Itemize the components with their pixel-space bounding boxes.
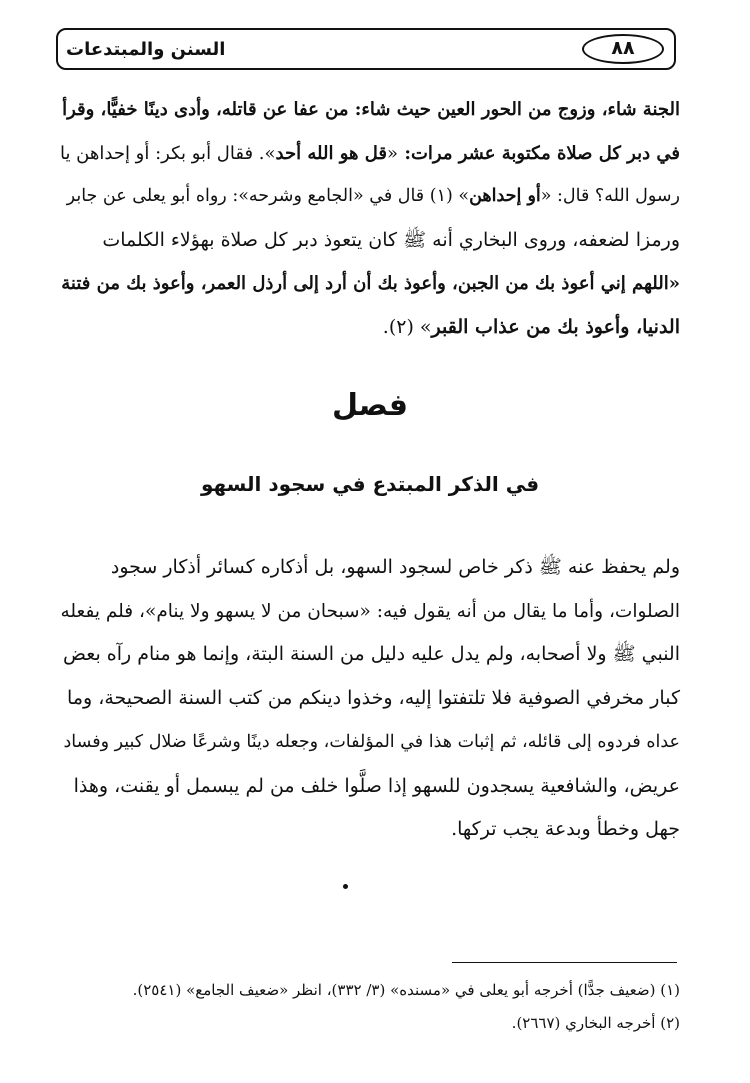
section-heading: فصل [332,388,408,423]
text-line: رسول الله؟ قال: «أو إحداهن» (١) قال في «الجامع وشرحه»: رواه أبو يعلى عن جابر [66,186,680,206]
text-line: «اللهم إني أعوذ بك من الجبن، وأعوذ بك أن أرد إلى أرذل العمر، وأعوذ بك من فتنة [61,273,680,294]
text-line: الصلوات، وأما ما يقال من أنه يقول فيه: «سبحان من لا يسهو ولا ينام»، فلم يفعله [60,600,680,622]
footnote-1: (١) (ضعيف جدًّا) أخرجه أبو يعلى في «مسنده» (٣/ ٣٣٢)، انظر «ضعيف الجامع» (٢٥٤١). [132,981,680,999]
text-line: عداه فردوه إلى قائله، ثم إثبات هذا في المؤلفات، وجعله دينًا وشرعًا ضلال كبير وفساد [63,731,680,752]
text-line: الجنة شاء، وزوج من الحور العين حيث شاء: من عفا عن قاتله، وأدى دينًا خفيًّا، وقرأ [62,99,680,120]
footnote-2: (٢) أخرجه البخاري (٢٦٦٧). [511,1014,680,1032]
text-line: ورمزا لضعفه، وروى البخاري أنه ﷺ كان يتعوذ دبر كل صلاة بهؤلاء الكلمات [102,228,680,251]
section-subheading: في الذكر المبتدع في سجود السهو [200,472,540,496]
page-header-frame [56,28,676,70]
running-title: السنن والمبتدعات [66,39,226,60]
text-line: كبار مخرفي الصوفية فلا تلتفتوا إليه، وخذوا دينكم من كتب السنة الصحيحة، وما [67,687,680,710]
text-line: عريض، والشافعية يسجدون للسهو إذا صلَّوا خلف من لم يبسمل أو يقنت، وهذا [73,774,680,797]
paragraph-hadith [60,88,680,349]
text-line: ولم يحفظ عنه ﷺ ذكر خاص لسجود السهو، بل أذكاره كسائر أذكار سجود [110,556,680,578]
paragraph-sujud-sahw [60,546,680,852]
page-number: ٨٨ [582,34,664,64]
stray-dot [343,884,348,889]
text-line: النبي ﷺ ولا أصحابه، ولم يدل عليه دليل من السنة البتة، وإنما هو منام رآه بعض [63,643,680,666]
text-line: الدنيا، وأعوذ بك من عذاب القبر» (٢). [382,315,680,338]
footnote-separator [452,962,677,963]
footnotes [60,974,680,1040]
text-line: في دبر كل صلاة مكتوبة عشر مرات: «قل هو الله أحد». فقال أبو بكر: أو إحداهن يا [59,142,680,164]
text-line: جهل وخطأ وبدعة يجب تركها. [451,818,680,841]
